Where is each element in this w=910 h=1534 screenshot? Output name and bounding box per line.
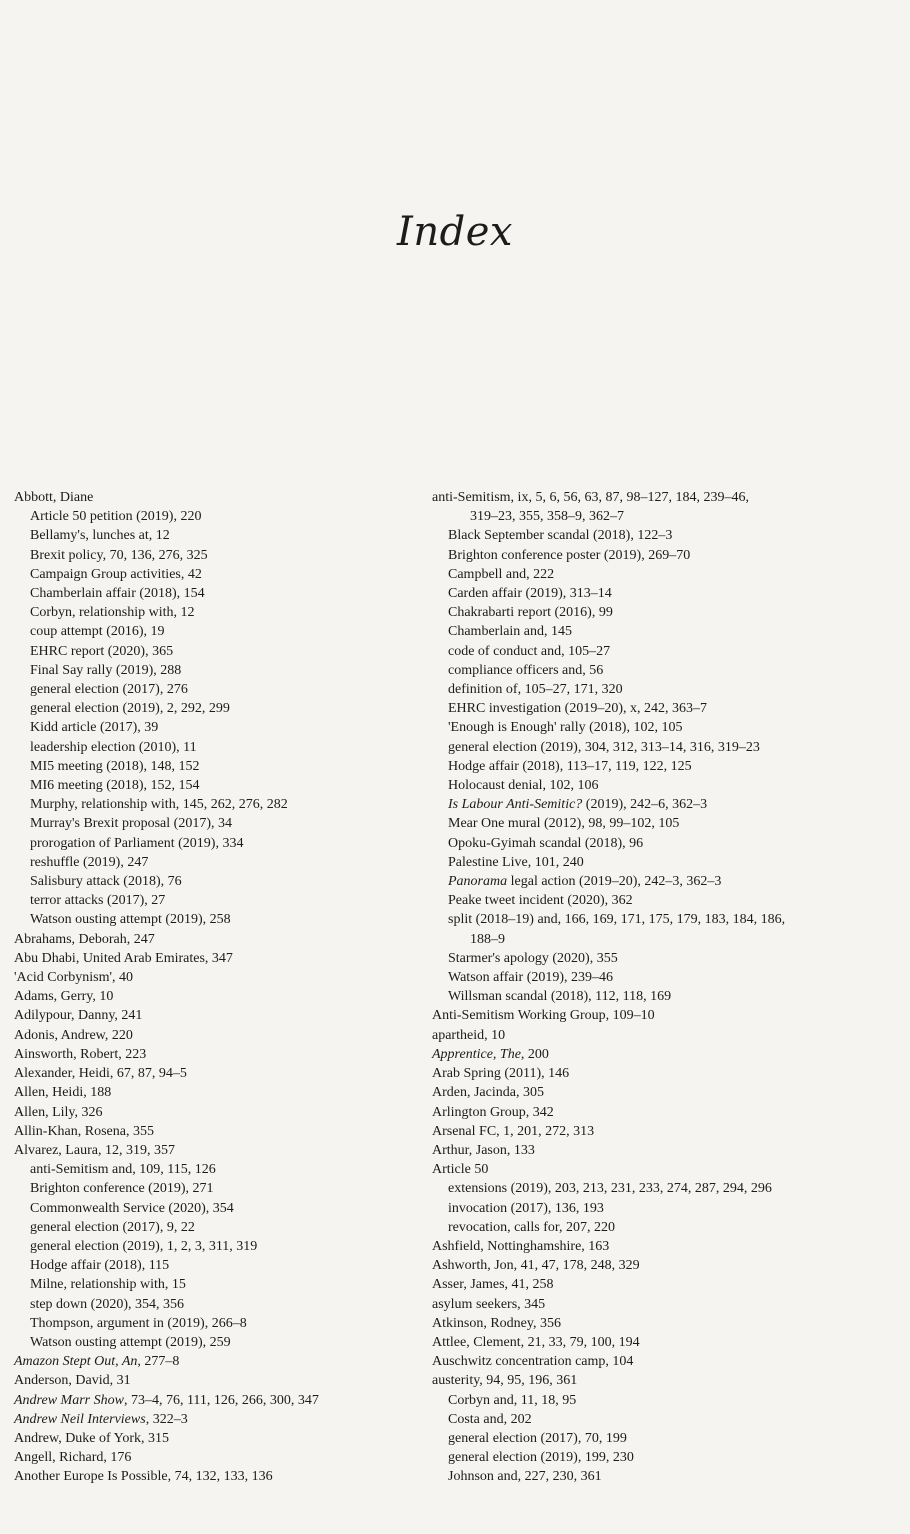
index-entry: Arlington Group, 342	[432, 1104, 554, 1120]
index-subentry: Costa and, 202	[448, 1411, 532, 1427]
index-subentry: Watson affair (2019), 239–46	[448, 970, 614, 986]
index-entry: Ashfield, Nottinghamshire, 163	[432, 1238, 610, 1254]
index-subentry: code of conduct and, 105–27	[448, 643, 611, 659]
index-entry: Auschwitz concentration camp, 104	[432, 1354, 634, 1370]
index-subentry: invocation (2017), 136, 193	[448, 1200, 604, 1216]
index-entry-pages: , 322–3	[145, 1411, 188, 1427]
index-entry: Asser, James, 41, 258	[432, 1277, 554, 1293]
page-title: Index	[397, 209, 513, 255]
index-subentry: definition of, 105–27, 171, 320	[448, 682, 623, 698]
index-subentry: terror attacks (2017), 27	[30, 893, 166, 909]
index-subentry: general election (2017), 70, 199	[448, 1430, 627, 1446]
index-subentry: MI6 meeting (2018), 152, 154	[30, 778, 200, 794]
index-subentry: compliance officers and, 56	[448, 662, 604, 678]
index-subentry: general election (2017), 9, 22	[30, 1219, 195, 1235]
index-subentry: Holocaust denial, 102, 106	[448, 778, 599, 794]
index-subentry: reshuffle (2019), 247	[30, 854, 149, 870]
index-subentry: extensions (2019), 203, 213, 231, 233, 274, 287, 294, 296	[448, 1181, 772, 1197]
index-subentry: general election (2019), 304, 312, 313–14, 316, 319–23	[448, 739, 760, 755]
index-subentry: Carden affair (2019), 313–14	[448, 586, 612, 602]
index-entry-title: Andrew Marr Show	[14, 1392, 124, 1408]
index-subentry: Opoku-Gyimah scandal (2018), 96	[448, 835, 644, 851]
index-entry-title: Andrew Neil Interviews	[14, 1411, 146, 1427]
index-subentry: coup attempt (2016), 19	[30, 624, 165, 640]
index-subentry: prorogation of Parliament (2019), 334	[30, 835, 244, 851]
index-subentry: Kidd article (2017), 39	[30, 720, 159, 736]
index-subentry: Commonwealth Service (2020), 354	[30, 1200, 234, 1216]
index-entry: Anderson, David, 31	[14, 1373, 131, 1389]
index-subentry: EHRC investigation (2019–20), x, 242, 363–7	[448, 701, 707, 717]
index-subentry: Murphy, relationship with, 145, 262, 276, 282	[30, 797, 288, 813]
index-subentry: Chamberlain and, 145	[448, 624, 573, 640]
index-subentry: EHRC report (2020), 365	[30, 643, 174, 659]
index-entry-title: Panorama	[448, 874, 508, 890]
index-entry-pages: (2019), 242–6, 362–3	[582, 797, 708, 813]
index-subentry: Campbell and, 222	[448, 566, 555, 582]
index-subentry: Watson ousting attempt (2019), 259	[30, 1334, 231, 1350]
index-entry: Alexander, Heidi, 67, 87, 94–5	[14, 1066, 187, 1082]
index-subentry: Brexit policy, 70, 136, 276, 325	[30, 547, 208, 563]
index-subentry: general election (2017), 276	[30, 682, 188, 698]
index-entry: anti-Semitism, ix, 5, 6, 56, 63, 87, 98–127, 184, 239–46,	[432, 490, 749, 505]
index-entry	[14, 1410, 424, 1429]
index-subentry	[432, 795, 902, 814]
index-entry: Adonis, Andrew, 220	[14, 1027, 133, 1043]
index-entry	[14, 1352, 424, 1371]
index-subentry: Thompson, argument in (2019), 266–8	[30, 1315, 247, 1331]
index-subentry: 'Enough is Enough' rally (2018), 102, 105	[448, 720, 683, 736]
index-entry-title: Amazon Stept Out, An	[14, 1354, 138, 1370]
index-subentry: Article 50 petition (2019), 220	[30, 509, 202, 525]
index-subentry: Starmer's apology (2020), 355	[448, 950, 618, 966]
index-entry: Article 50	[432, 1162, 489, 1178]
index-subentry: Corbyn and, 11, 18, 95	[448, 1392, 577, 1408]
index-entry: asylum seekers, 345	[432, 1296, 546, 1312]
index-column-right	[432, 488, 902, 1487]
index-entry: Abbott, Diane	[14, 490, 94, 505]
index-subentry: Salisbury attack (2018), 76	[30, 874, 182, 890]
index-subentry: split (2018–19) and, 166, 169, 171, 175, 179, 183, 184, 186,	[448, 912, 786, 928]
index-entry: Ashworth, Jon, 41, 47, 178, 248, 329	[432, 1258, 640, 1274]
index-subentry: Brighton conference poster (2019), 269–70	[448, 547, 691, 563]
index-entry: Abrahams, Deborah, 247	[14, 931, 155, 947]
index-entry-continuation: 188–9	[470, 931, 505, 947]
index-entry: Alvarez, Laura, 12, 319, 357	[14, 1142, 175, 1158]
index-subentry: Watson ousting attempt (2019), 258	[30, 912, 231, 928]
index-subentry: Brighton conference (2019), 271	[30, 1181, 214, 1197]
index-entry-pages: legal action (2019–20), 242–3, 362–3	[507, 874, 722, 890]
index-entry: 'Acid Corbynism', 40	[14, 970, 133, 986]
index-subentry: step down (2020), 354, 356	[30, 1296, 184, 1312]
index-entry: Allen, Heidi, 188	[14, 1085, 112, 1101]
index-subentry: Mear One mural (2012), 98, 99–102, 105	[448, 816, 680, 832]
index-subentry: Hodge affair (2018), 115	[30, 1258, 170, 1274]
index-subentry: Hodge affair (2018), 113–17, 119, 122, 125	[448, 758, 692, 774]
index-entry: Another Europe Is Possible, 74, 132, 133, 136	[14, 1469, 273, 1485]
index-subentry: Campaign Group activities, 42	[30, 566, 202, 582]
index-subentry: general election (2019), 1, 2, 3, 311, 319	[30, 1238, 258, 1254]
index-entry: Arab Spring (2011), 146	[432, 1066, 570, 1082]
index-subentry: Black September scandal (2018), 122–3	[448, 528, 673, 544]
index-subentry: Final Say rally (2019), 288	[30, 662, 182, 678]
index-subentry: Murray's Brexit proposal (2017), 34	[30, 816, 232, 832]
index-entry: Andrew, Duke of York, 315	[14, 1430, 170, 1446]
index-entry-pages: , 200	[520, 1046, 549, 1062]
index-subentry: Peake tweet incident (2020), 362	[448, 893, 633, 909]
index-entry-pages: , 73–4, 76, 111, 126, 266, 300, 347	[123, 1392, 319, 1408]
index-subentry: leadership election (2010), 11	[30, 739, 197, 755]
index-subentry: Corbyn, relationship with, 12	[30, 605, 195, 621]
index-entry: Anti-Semitism Working Group, 109–10	[432, 1008, 655, 1024]
index-subentry: Willsman scandal (2018), 112, 118, 169	[448, 989, 672, 1005]
index-entry: Attlee, Clement, 21, 33, 79, 100, 194	[432, 1334, 640, 1350]
index-entry: Abu Dhabi, United Arab Emirates, 347	[14, 950, 233, 966]
index-entry-title: Apprentice, The	[432, 1046, 521, 1062]
index-entry: Adilypour, Danny, 241	[14, 1008, 143, 1024]
index-entry	[432, 1045, 902, 1064]
index-entry: Allin-Khan, Rosena, 355	[14, 1123, 154, 1139]
index-entry: Arsenal FC, 1, 201, 272, 313	[432, 1123, 595, 1139]
index-entry: Arthur, Jason, 133	[432, 1142, 535, 1158]
index-subentry: Chakrabarti report (2016), 99	[448, 605, 613, 621]
index-entry: Ainsworth, Robert, 223	[14, 1046, 147, 1062]
index-subentry	[432, 872, 902, 891]
index-entry: Atkinson, Rodney, 356	[432, 1315, 561, 1331]
index-entry-title: Is Labour Anti-Semitic?	[448, 797, 583, 813]
index-entry: austerity, 94, 95, 196, 361	[432, 1373, 578, 1389]
index-entry: Angell, Richard, 176	[14, 1450, 132, 1466]
index-entry-continuation: 319–23, 355, 358–9, 362–7	[470, 509, 624, 525]
index-entry: Adams, Gerry, 10	[14, 989, 114, 1005]
index-entry: Arden, Jacinda, 305	[432, 1085, 544, 1101]
index-subentry: MI5 meeting (2018), 148, 152	[30, 758, 200, 774]
index-column-left	[14, 488, 424, 1487]
index-subentry: Bellamy's, lunches at, 12	[30, 528, 170, 544]
index-entry-pages: , 277–8	[137, 1354, 180, 1370]
index-subentry: revocation, calls for, 207, 220	[448, 1219, 616, 1235]
index-subentry: Johnson and, 227, 230, 361	[448, 1469, 602, 1485]
index-subentry: Milne, relationship with, 15	[30, 1277, 186, 1293]
index-entry: Allen, Lily, 326	[14, 1104, 103, 1120]
index-subentry: general election (2019), 199, 230	[448, 1450, 634, 1466]
index-subentry: general election (2019), 2, 292, 299	[30, 701, 230, 717]
index-subentry: anti-Semitism and, 109, 115, 126	[30, 1162, 216, 1178]
index-entry: apartheid, 10	[432, 1027, 506, 1043]
index-subentry: Palestine Live, 101, 240	[448, 854, 584, 870]
index-entry	[14, 1391, 424, 1410]
index-subentry: Chamberlain affair (2018), 154	[30, 586, 205, 602]
